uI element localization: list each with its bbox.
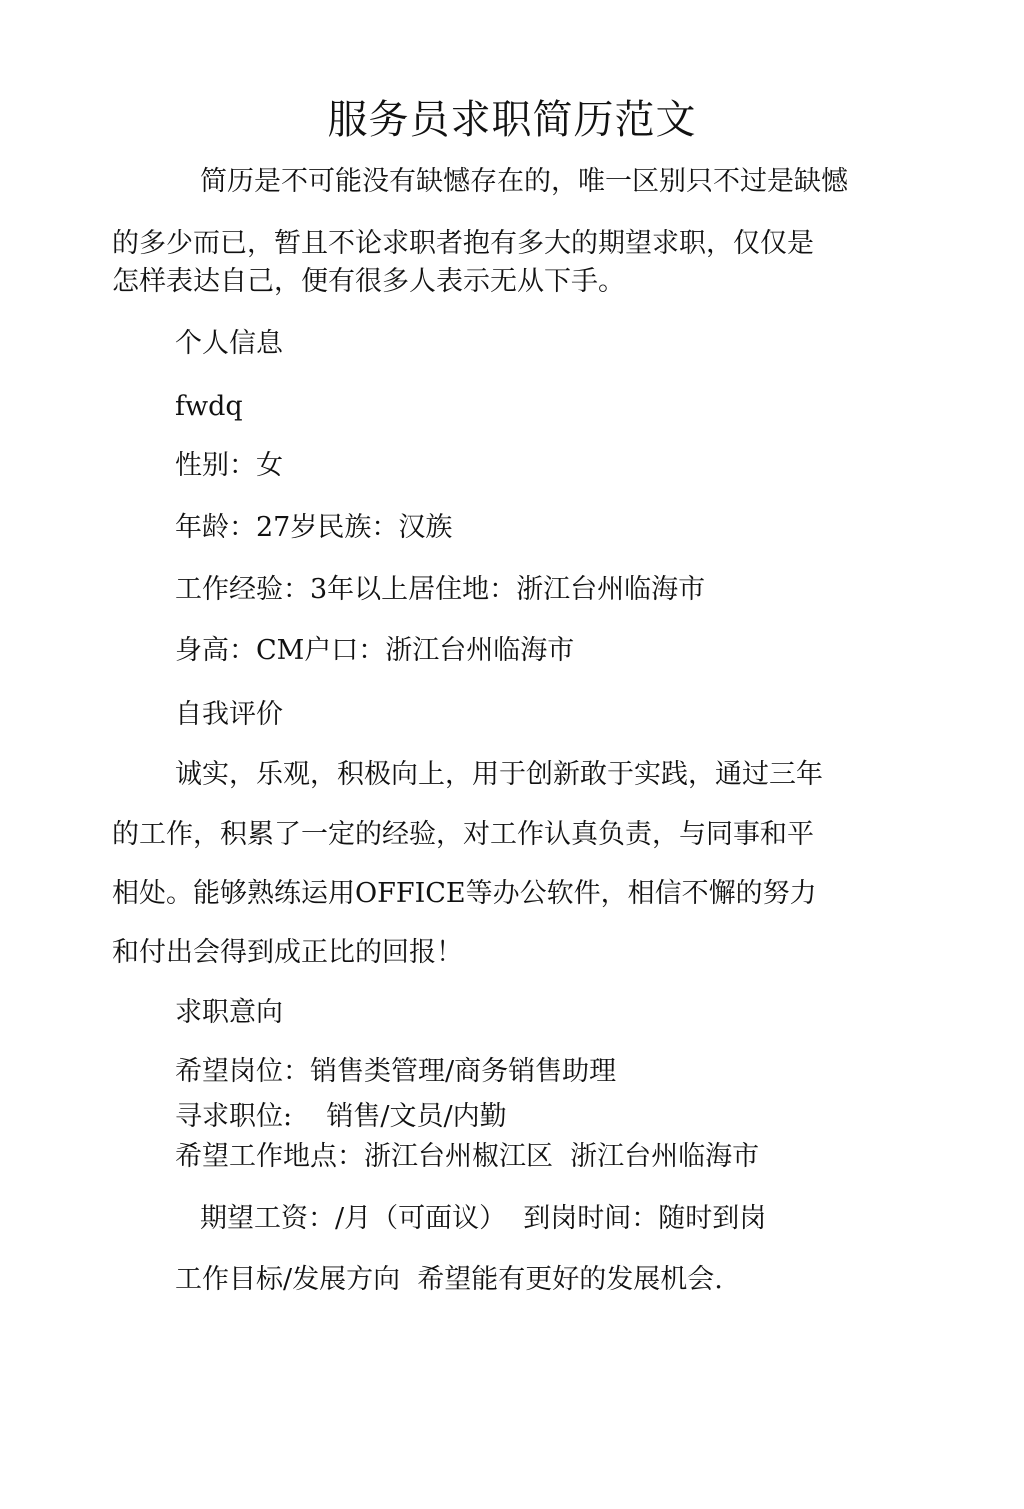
desired-position-line: 希望岗位：销售类管理/商务销售助理: [175, 1056, 617, 1087]
salary-start-line: 期望工资：/月（可面议） 到岗时间：随时到岗: [200, 1203, 767, 1234]
self-evaluation-line-3: 相处。能够熟练运用OFFICE等办公软件，相信不懈的努力: [112, 878, 817, 909]
experience-residence-line: 工作经验：3年以上居住地：浙江台州临海市: [175, 574, 706, 605]
personal-info-heading: 个人信息: [175, 328, 283, 359]
height-hukou-line: 身高：CM户口：浙江台州临海市: [175, 635, 575, 666]
age-ethnicity-line: 年龄：27岁民族：汉族: [175, 512, 453, 543]
self-evaluation-line-2: 的工作，积累了一定的经验，对工作认真负责，与同事和平: [112, 819, 814, 850]
desired-location-line: 希望工作地点：浙江台州椒江区 浙江台州临海市: [175, 1141, 760, 1172]
self-evaluation-line-1: 诚实，乐观，积极向上，用于创新敢于实践，通过三年: [175, 759, 823, 790]
intro-line-1: 简历是不可能没有缺憾存在的，唯一区别只不过是缺憾: [200, 166, 848, 197]
intro-line-2: 的多少而已，暂且不论求职者抱有多大的期望求职，仅仅是: [112, 228, 814, 259]
document-title: 服务员求职简历范文: [327, 97, 697, 143]
intro-line-3: 怎样表达自己，便有很多人表示无从下手。: [112, 266, 625, 297]
job-intention-heading: 求职意向: [175, 997, 283, 1028]
gender-line: 性别：女: [175, 450, 283, 481]
self-evaluation-line-4: 和付出会得到成正比的回报！: [112, 937, 463, 968]
seeking-position-line: 寻求职位: 销售/文员/内勤: [175, 1101, 507, 1132]
self-evaluation-heading: 自我评价: [175, 699, 283, 730]
applicant-name: fwdq: [175, 391, 243, 422]
career-goal-line: 工作目标/发展方向 希望能有更好的发展机会.: [175, 1264, 723, 1295]
